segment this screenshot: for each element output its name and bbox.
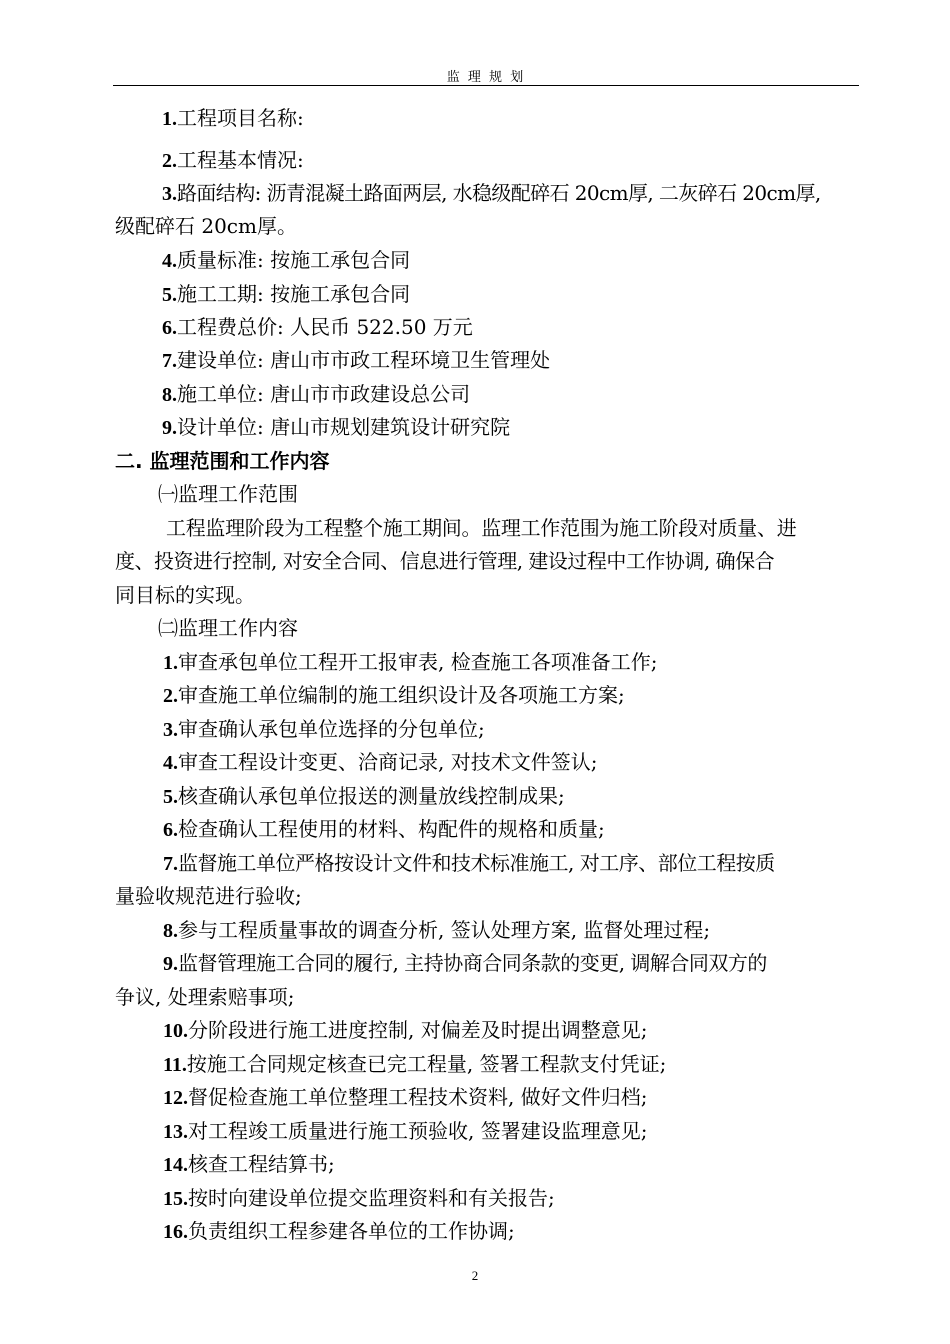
item-number: 16. bbox=[163, 1221, 188, 1243]
item-text: 工程费总价: 人民币 522.50 万元 bbox=[177, 315, 473, 339]
paragraph-line: 度、投资进行控制, 对安全合同、信息进行管理, 建设过程中工作协调, 确保合 bbox=[115, 549, 775, 573]
item-number: 3. bbox=[163, 719, 178, 741]
item-number: 8. bbox=[162, 384, 177, 406]
item-text: 负责组织工程参建各单位的工作协调; bbox=[188, 1219, 515, 1243]
item-number: 8. bbox=[163, 920, 178, 942]
item-number: 5. bbox=[162, 284, 177, 306]
item-text: 按时向建设单位提交监理资料和有关报告; bbox=[188, 1186, 555, 1210]
list-item bbox=[163, 816, 605, 843]
list-item bbox=[162, 247, 410, 274]
item-text: 质量标准: 按施工承包合同 bbox=[177, 248, 411, 272]
item-number: 15. bbox=[163, 1188, 188, 1210]
item-number: 2. bbox=[163, 685, 178, 707]
list-item bbox=[163, 1218, 515, 1245]
item-number: 2. bbox=[162, 150, 177, 172]
list-item bbox=[163, 749, 597, 776]
list-item bbox=[163, 1017, 647, 1044]
list-item bbox=[163, 950, 767, 977]
item-number: 1. bbox=[162, 108, 177, 130]
item-text: 建设单位: 唐山市市政工程环境卫生管理处 bbox=[177, 348, 551, 372]
item-text: 检查确认工程使用的材料、构配件的规格和质量; bbox=[178, 817, 605, 841]
subsection-heading: ㈡监理工作内容 bbox=[158, 616, 298, 640]
paragraph-line: 工程监理阶段为工程整个施工期间。监理工作范围为施工阶段对质量、进 bbox=[166, 516, 797, 540]
list-item bbox=[163, 649, 657, 676]
item-number: 14. bbox=[163, 1154, 188, 1176]
list-item bbox=[163, 682, 625, 709]
list-item bbox=[163, 850, 775, 877]
header-rule bbox=[113, 85, 859, 86]
list-item bbox=[162, 381, 470, 408]
item-number: 1. bbox=[163, 652, 178, 674]
list-item bbox=[163, 1118, 647, 1145]
item-text: 审查工程设计变更、洽商记录, 对技术文件签认; bbox=[178, 750, 598, 774]
list-item-continuation: 争议, 处理索赔事项; bbox=[115, 985, 295, 1009]
list-item bbox=[162, 314, 473, 341]
item-text: 施工工期: 按施工承包合同 bbox=[177, 282, 411, 306]
item-text: 监督管理施工合同的履行, 主持协商合同条款的变更, 调解合同双方的 bbox=[178, 951, 767, 975]
list-item bbox=[162, 281, 410, 308]
list-item bbox=[163, 1084, 647, 1111]
list-item bbox=[163, 783, 565, 810]
item-text: 参与工程质量事故的调查分析, 签认处理方案, 监督处理过程; bbox=[178, 918, 711, 942]
item-number: 9. bbox=[162, 417, 177, 439]
item-number: 5. bbox=[163, 786, 178, 808]
item-number: 3. bbox=[162, 183, 177, 205]
item-text: 核查确认承包单位报送的测量放线控制成果; bbox=[178, 784, 565, 808]
list-item bbox=[162, 414, 510, 441]
paragraph-line: 同目标的实现。 bbox=[115, 583, 255, 607]
item-number: 6. bbox=[162, 317, 177, 339]
section-heading: 二. 监理范围和工作内容 bbox=[115, 449, 330, 473]
item-number: 10. bbox=[163, 1020, 188, 1042]
item-number: 4. bbox=[162, 250, 177, 272]
list-item bbox=[162, 105, 304, 132]
list-item-continuation: 级配碎石 20cm厚。 bbox=[115, 214, 297, 238]
item-text: 设计单位: 唐山市规划建筑设计研究院 bbox=[177, 415, 511, 439]
item-number: 7. bbox=[163, 853, 178, 875]
item-number: 11. bbox=[163, 1054, 187, 1076]
item-text: 工程项目名称: bbox=[177, 106, 304, 130]
list-item bbox=[163, 1185, 555, 1212]
page-number: 2 bbox=[471, 1268, 479, 1283]
item-text: 分阶段进行施工进度控制, 对偏差及时提出调整意见; bbox=[188, 1018, 648, 1042]
item-text: 工程基本情况: bbox=[177, 148, 304, 172]
list-item bbox=[163, 1051, 666, 1078]
item-text: 督促检查施工单位整理工程技术资料, 做好文件归档; bbox=[188, 1085, 648, 1109]
item-text: 审查承包单位工程开工报审表, 检查施工各项准备工作; bbox=[178, 650, 658, 674]
item-text: 审查施工单位编制的施工组织设计及各项施工方案; bbox=[178, 683, 625, 707]
item-number: 9. bbox=[163, 953, 178, 975]
item-text: 监督施工单位严格按设计文件和技术标准施工, 对工序、部位工程按质 bbox=[178, 851, 775, 875]
subsection-heading: ㈠监理工作范围 bbox=[158, 482, 298, 506]
item-text: 按施工合同规定核查已完工程量, 签署工程款支付凭证; bbox=[186, 1052, 667, 1076]
item-number: 4. bbox=[163, 752, 178, 774]
item-text: 核查工程结算书; bbox=[188, 1152, 335, 1176]
item-number: 12. bbox=[163, 1087, 188, 1109]
list-item bbox=[163, 716, 485, 743]
list-item bbox=[162, 180, 821, 207]
item-number: 6. bbox=[163, 819, 178, 841]
item-text: 施工单位: 唐山市市政建设总公司 bbox=[177, 382, 471, 406]
item-text: 路面结构: 沥青混凝土路面两层, 水稳级配碎石 20cm厚, 二灰碎石 20cm厚, bbox=[177, 181, 821, 205]
list-item bbox=[162, 347, 550, 374]
page-header: 监 理 规 划 bbox=[446, 70, 526, 85]
item-number: 13. bbox=[163, 1121, 188, 1143]
item-text: 审查确认承包单位选择的分包单位; bbox=[178, 717, 485, 741]
list-item bbox=[162, 147, 304, 174]
item-text: 对工程竣工质量进行施工预验收, 签署建设监理意见; bbox=[188, 1119, 648, 1143]
list-item-continuation: 量验收规范进行验收; bbox=[115, 884, 302, 908]
list-item bbox=[163, 1151, 335, 1178]
item-number: 7. bbox=[162, 350, 177, 372]
list-item bbox=[163, 917, 710, 944]
